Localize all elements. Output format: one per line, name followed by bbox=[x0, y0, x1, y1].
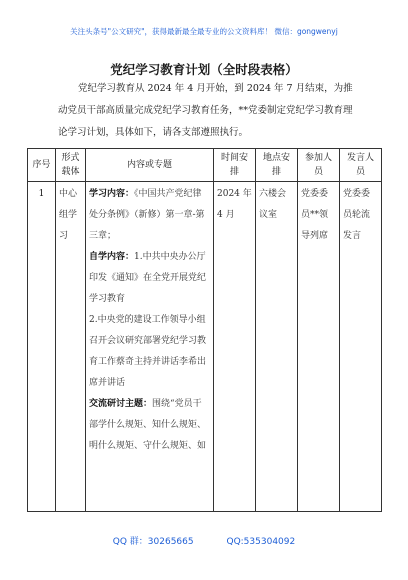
cell-place: 六楼会议室 bbox=[256, 182, 298, 512]
header-note: 关注头条号"公文研究"，获得最新最全最专业的公文资料库！ 微信：gongwenyj bbox=[70, 27, 338, 36]
header-num: 序号 bbox=[28, 149, 56, 182]
plan-table bbox=[27, 148, 382, 512]
discussion-label: 交流研讨主题： bbox=[89, 399, 153, 409]
table-header-row bbox=[28, 149, 382, 182]
cell-time: 2024 年 4 月 bbox=[214, 182, 256, 512]
header-time: 时间安排 bbox=[214, 149, 256, 182]
study-text: 《中国共产党纪律处分条例》（新修）第一章-第三章； bbox=[89, 189, 205, 241]
self-study-item-2: 2.中央党的建设工作领导小组召开会议研究部署党纪学习教育工作蔡奇主持并讲话李希出席并讲话 bbox=[89, 315, 207, 388]
header-speakers: 发言人员 bbox=[340, 149, 382, 182]
table-row bbox=[28, 182, 382, 512]
header-place: 地点安排 bbox=[256, 149, 298, 182]
footer-qq-group: QQ 群：30265665 bbox=[112, 537, 194, 547]
footer-contact bbox=[0, 534, 408, 547]
header-content: 内容或专题 bbox=[86, 149, 214, 182]
cell-form: 中心组学习 bbox=[56, 182, 86, 512]
cell-participants: 党委委员**领导列席 bbox=[298, 182, 340, 512]
cell-num: 1 bbox=[28, 182, 56, 512]
cell-content bbox=[86, 182, 214, 512]
cell-speakers: 党委委员轮流发言 bbox=[340, 182, 382, 512]
study-label: 学习内容： bbox=[89, 189, 135, 199]
footer-qq: QQ:535304092 bbox=[226, 537, 296, 547]
header-participants: 参加人员 bbox=[298, 149, 340, 182]
self-study-item-1: 1.中共中央办公厅印发《通知》在全党开展党纪学习教育 bbox=[89, 252, 207, 304]
intro-paragraph: 党纪学习教育从 2024 年 4 月开始，到 2024 年 7 月结束，为推动党员干部高质量完成党纪学习教育任务，**党委制定党纪学习教育理论学习计划，具体如下，请各支部遵照执行。 bbox=[58, 83, 353, 138]
header-form: 形式载体 bbox=[56, 149, 86, 182]
self-study-label: 自学内容： bbox=[89, 252, 135, 262]
document-title: 党纪学习教育计划（全时段表格） bbox=[110, 62, 298, 77]
discussion-text: 围绕“党员干部学什么规矩、知什么规矩、明什么规矩、守什么规矩、如 bbox=[89, 399, 207, 451]
